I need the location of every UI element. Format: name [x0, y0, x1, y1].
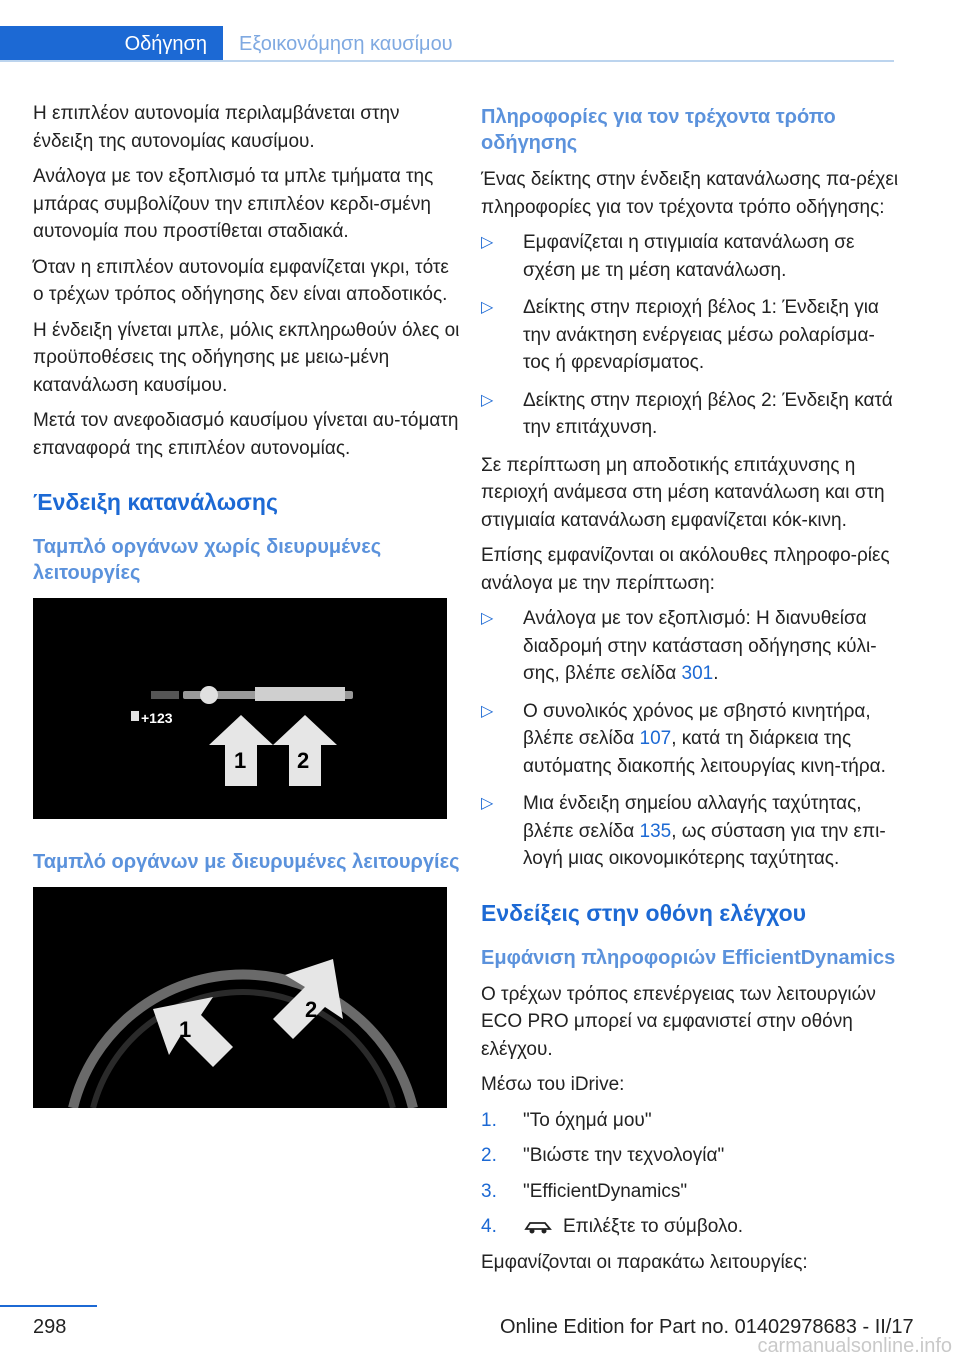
bullet-list	[481, 605, 901, 873]
list-item: ▷ Ανάλογα με τον εξοπλισμό: Η διανυθείσα διαδρομή στην κατάσταση οδήγησης κύλι-σης, βλέπε σελίδα 301.	[481, 605, 901, 688]
svg-text:2: 2	[297, 748, 310, 773]
paragraph: Ένας δείκτης στην ένδειξη κατανάλωσης πα-ρέχει πληροφορίες για τον τρέχοντα τρόπο οδήγησης:	[481, 169, 899, 218]
bullet-list	[481, 229, 901, 442]
triangle-bullet-icon: ▷	[481, 795, 494, 812]
list-item: 1. "Το όχημά μου"	[481, 1109, 652, 1131]
triangle-bullet-icon: ▷	[481, 391, 494, 409]
list-item: ▷ Ο συνολικός χρόνος με σβηστό κινητήρα, βλέπε σελίδα 107, κατά τη διάρκεια της αυτόματης διακοπής λειτουργίας κινη-τήρα.	[481, 698, 901, 781]
page-link[interactable]: 301	[681, 663, 714, 684]
triangle-bullet-icon: ▷	[481, 234, 494, 251]
paragraph: Μετά τον ανεφοδιασμό καυσίμου γίνεται αυ-τόματη επαναφορά της επιπλέον αυτονομίας.	[33, 410, 459, 459]
section-tab: Εξοικονόμηση καυσίμου	[239, 32, 453, 55]
triangle-bullet-icon: ▷	[481, 702, 494, 720]
numbered-list	[481, 1107, 901, 1241]
subsection-heading: Πληροφορίες για τον τρέχοντα τρόπο οδήγησης	[481, 106, 836, 154]
paragraph: Η επιπλέον αυτονομία περιλαμβάνεται στην ένδειξη της αυτονομίας καυσίμου.	[33, 103, 400, 152]
edition-note: Online Edition for Part no. 01402978683 - II/17	[500, 1316, 914, 1338]
subsection-heading: Ταμπλό οργάνων με διευρυμένες λειτουργίες	[33, 851, 460, 873]
header-rule	[0, 60, 894, 62]
section-heading: Ενδείξεις στην οθόνη ελέγχου	[481, 899, 806, 926]
paragraph: Όταν η επιπλέον αυτονομία εμφανίζεται γκρι, τότε ο τρέχων τρόπος οδήγησης δεν είναι αποδοτικός.	[33, 256, 449, 305]
range-value: +123	[141, 710, 173, 726]
fuel-pump-icon	[131, 711, 139, 721]
right-column	[481, 100, 901, 1284]
paragraph: Ο τρέχων τρόπος επενέργειας των λειτουργιών ECO PRO μπορεί να εμφανιστεί στην οθόνη ελέγχου.	[481, 983, 876, 1060]
subsection-heading: Ταμπλό οργάνων χωρίς διευρυμένες λειτουργίες	[33, 536, 382, 584]
list-item: 2. "Βιώστε την τεχνολογία"	[481, 1145, 725, 1166]
consumption-display-figure-1	[33, 598, 447, 819]
section-heading: Ένδειξη κατανάλωσης	[33, 489, 278, 515]
list-item: 3. "EfficientDynamics"	[481, 1180, 688, 1202]
list-item: ▷ Μια ένδειξη σημείου αλλαγής ταχύτητας, βλέπε σελίδα 135, ως σύσταση για την επι-λογή μιας οικονομικότερης ταχύτητας.	[481, 790, 901, 873]
list-item: ▷ Δείκτης στην περιοχή βέλος 2: Ένδειξη κατά την επιτάχυνση.	[481, 387, 901, 442]
triangle-bullet-icon: ▷	[481, 299, 494, 316]
paragraph: Μέσω του iDrive:	[481, 1074, 625, 1095]
svg-text:1: 1	[179, 1017, 192, 1042]
paragraph: Ανάλογα με τον εξοπλισμό τα μπλε τμήματα της μπάρας συμβολίζουν την επιπλέον κερδι-σμένη αυτονομία που προστίθεται σταδιακά.	[33, 166, 434, 242]
list-item: 4. Επιλέξτε το σύμβολο.	[481, 1216, 744, 1237]
left-column	[33, 100, 463, 1138]
watermark: carmanualsonline.info	[757, 1335, 952, 1357]
triangle-bullet-icon: ▷	[481, 610, 494, 627]
subsection-heading: Εμφάνιση πληροφοριών EfficientDynamics	[481, 946, 896, 969]
consumption-display-figure-2	[33, 887, 447, 1108]
paragraph: Εμφανίζονται οι παρακάτω λειτουργίες:	[481, 1251, 808, 1273]
page-number: 298	[33, 1316, 67, 1338]
footer-rule	[0, 1305, 97, 1307]
paragraph: Επίσης εμφανίζονται οι ακόλουθες πληροφο-ρίες ανάλογα με την περίπτωση:	[481, 545, 890, 594]
car-icon	[523, 1217, 553, 1235]
paragraph: Η ένδειξη γίνεται μπλε, μόλις εκπληρωθούν όλες οι προϋποθέσεις της οδήγησης με μειω-μένη κατανάλωση καυσίμου.	[33, 319, 460, 396]
page-link[interactable]: 135	[639, 820, 672, 842]
list-item: ▷ Εμφανίζεται η στιγμιαία κατανάλωση σε σχέση με τη μέση κατανάλωση.	[481, 229, 901, 284]
svg-text:2: 2	[305, 997, 318, 1022]
page-link[interactable]: 107	[639, 728, 672, 749]
chapter-tab: Οδήγηση	[0, 26, 223, 62]
svg-text:1: 1	[234, 748, 247, 773]
paragraph: Σε περίπτωση μη αποδοτικής επιτάχυνσης η περιοχή ανάμεσα στη μέση κατανάλωση και στη στιγμιαία κατανάλωση εμφανίζεται κόκ-κινη.	[481, 454, 885, 531]
list-item: ▷ Δείκτης στην περιοχή βέλος 1: Ένδειξη για την ανάκτηση ενέργειας μέσω ρολαρίσμα-τος ή φρεναρίσματος.	[481, 294, 901, 377]
